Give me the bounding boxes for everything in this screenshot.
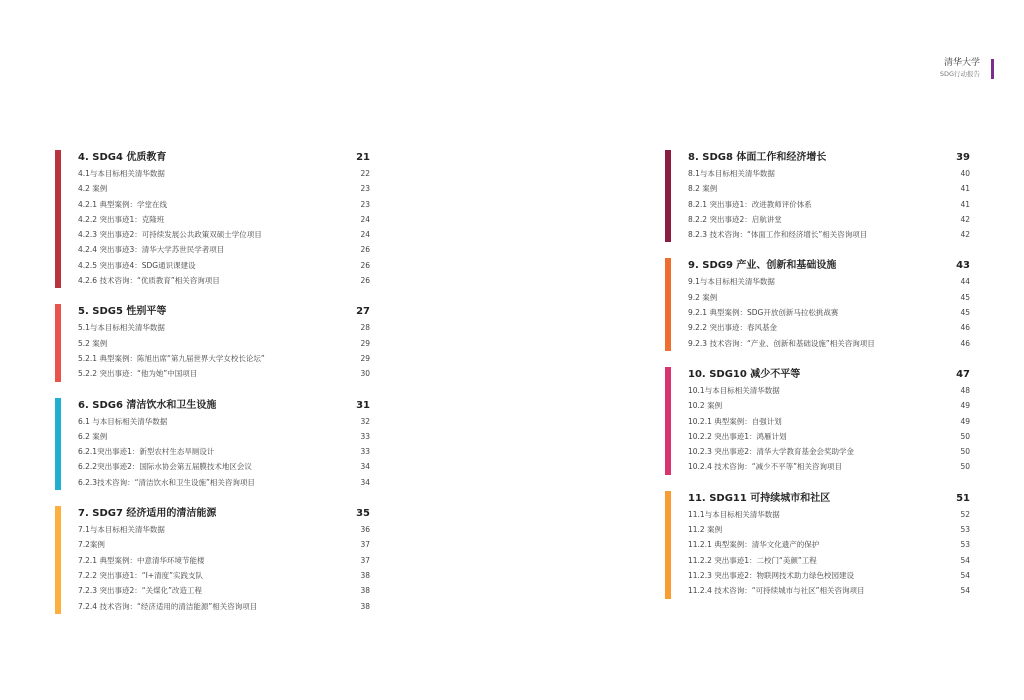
section-title-row[interactable] [688,150,970,166]
toc-entry-label: 9.2.3 技术咨询：“产业、创新和基础设施”相关咨询项目 [688,338,875,348]
toc-entry[interactable] [688,537,970,552]
toc-entry-page: 49 [960,416,970,426]
toc-entry-page: 36 [360,525,370,535]
toc-entry-page: 42 [960,214,970,224]
toc-entry-label: 10.2.4 技术咨询：“减少不平等”相关咨询项目 [688,462,843,472]
toc-section [665,150,970,242]
toc-entry[interactable] [688,166,970,181]
section-title: 11. SDG11 可持续城市和社区 [688,492,831,504]
toc-entry[interactable] [688,444,970,459]
section-title: 5. SDG5 性别平等 [78,306,167,318]
toc-entry-label: 5.2 案例 [78,338,108,348]
toc-entry-label: 4.2 案例 [78,184,108,194]
brand-subtitle: SDG行动报告 [939,70,980,78]
toc-entry[interactable] [78,242,370,257]
toc-entry[interactable] [78,522,370,537]
toc-entry[interactable] [688,507,970,522]
toc-entry[interactable] [78,212,370,227]
toc-entry[interactable] [78,583,370,598]
toc-entry-page: 32 [360,416,370,426]
section-title: 10. SDG10 减少不平等 [688,368,801,380]
toc-entry[interactable] [688,583,970,598]
toc-entry-label: 4.2.3 突出事迹2：可持续发展公共政策双硕士学位项目 [78,230,262,240]
toc-entry-label: 10.2.1 典型案例：自强计划 [688,416,782,426]
toc-entry-page: 23 [360,199,370,209]
toc-section [55,150,370,288]
toc-entry[interactable] [78,429,370,444]
section-color-bar [665,258,671,350]
toc-entry-page: 38 [360,586,370,596]
toc-entry-page: 54 [960,570,970,580]
toc-entry-page: 30 [360,369,370,379]
toc-entry-label: 4.2.6 技术咨询：“优质教育”相关咨询项目 [78,276,220,286]
toc-entry-page: 34 [360,462,370,472]
toc-entry[interactable] [688,197,970,212]
toc-entry-label: 11.2.1 典型案例：清华文化遗产的保护 [688,540,820,550]
toc-entry[interactable] [688,383,970,398]
toc-entry-page: 46 [960,323,970,333]
toc-entry[interactable] [78,320,370,335]
toc-entry-page: 45 [960,308,970,318]
section-page-number: 35 [356,508,370,520]
toc-section [665,258,970,350]
toc-entry[interactable] [78,336,370,351]
toc-entry-label: 6.1 与本目标相关清华数据 [78,416,168,426]
toc-entry-page: 24 [360,214,370,224]
toc-entry[interactable] [688,429,970,444]
toc-entry-page: 42 [960,230,970,240]
toc-entry[interactable] [78,414,370,429]
toc-entry-page: 26 [360,276,370,286]
toc-entry[interactable] [688,274,970,289]
toc-entry[interactable] [78,475,370,490]
toc-entry[interactable] [688,212,970,227]
section-title: 4. SDG4 优质教育 [78,152,167,163]
section-color-bar [55,506,61,614]
section-title: 7. SDG7 经济适用的清洁能源 [78,508,217,520]
toc-left-column [55,150,370,614]
toc-entry-page: 29 [360,353,370,363]
toc-entry-label: 11.2.2 突出事迹1：二校门“美颜”工程 [688,555,817,565]
toc-entry-label: 6.2.2突出事迹2：国际水协会第五届膜技术地区会议 [78,462,252,472]
toc-entry-label: 4.2.2 突出事迹1：克隆班 [78,214,165,224]
toc-entry-label: 7.2案例 [78,540,105,550]
toc-entry-page: 49 [960,401,970,411]
toc-entry-label: 8.2 案例 [688,184,718,194]
toc-entry-page: 50 [960,431,970,441]
toc-entry[interactable] [78,197,370,212]
section-title: 6. SDG6 清洁饮水和卫生设施 [78,399,217,411]
toc-entry[interactable] [78,568,370,583]
toc-section [55,398,370,490]
toc-entry-label: 9.1与本目标相关清华数据 [688,277,775,287]
toc-entry-page: 50 [960,462,970,472]
toc-entry-label: 7.2.4 技术咨询：“经济适用的清洁能源”相关咨询项目 [78,601,258,611]
brand-accent-bar [991,59,994,79]
section-title-row[interactable] [78,398,370,414]
section-color-bar [665,491,671,599]
toc-entry-page: 37 [360,555,370,565]
toc-entry[interactable] [78,553,370,568]
toc-entry-label: 5.1与本目标相关清华数据 [78,323,165,333]
toc-section [665,367,970,475]
section-title-row[interactable] [688,258,970,274]
toc-section [55,506,370,614]
section-page-number: 39 [956,152,970,163]
toc-entry-page: 54 [960,555,970,565]
toc-entry-label: 10.2.2 突出事迹1：鸿雁计划 [688,431,787,441]
toc-entry-page: 46 [960,338,970,348]
toc-entry[interactable] [688,181,970,196]
toc-entry[interactable] [78,599,370,614]
toc-entry[interactable] [78,227,370,242]
toc-entry-label: 11.2.4 技术咨询：“可持续城市与社区”相关咨询项目 [688,586,865,596]
toc-entry-label: 9.2 案例 [688,292,718,302]
toc-entry[interactable] [78,459,370,474]
toc-entry[interactable] [78,444,370,459]
brand-name: 清华大学 [943,58,980,68]
toc-entry[interactable] [688,336,970,351]
toc-entry-page: 24 [360,230,370,240]
toc-entry-label: 4.1与本目标相关清华数据 [78,169,165,178]
toc-entry[interactable] [78,273,370,288]
toc-entry[interactable] [78,351,370,366]
toc-entry[interactable] [688,414,970,429]
section-color-bar [55,304,61,381]
toc-entry-page: 45 [960,292,970,302]
section-page-number: 51 [956,492,970,504]
toc-entry[interactable] [78,181,370,196]
section-color-bar [665,150,671,242]
toc-entry-page: 48 [960,385,970,395]
section-title-row[interactable] [78,304,370,320]
toc-entry-page: 38 [360,601,370,611]
toc-entry-label: 6.2.3技术咨询：“清洁饮水和卫生设施”相关咨询项目 [78,477,255,487]
section-color-bar [55,398,61,490]
section-title: 8. SDG8 体面工作和经济增长 [688,152,827,163]
toc-entry-page: 44 [960,277,970,287]
toc-section [665,491,970,599]
toc-entry-label: 4.2.4 突出事迹3：清华大学苏世民学者项目 [78,245,225,255]
toc-entry-page: 41 [960,199,970,209]
toc-entry-label: 10.2.3 突出事迹2：清华大学教育基金会奖助学金 [688,447,855,457]
section-page-number: 21 [356,152,370,163]
toc-entry[interactable] [688,305,970,320]
toc-entry-label: 5.2.1 典型案例：陈旭出席“第九届世界大学女校长论坛” [78,353,265,363]
toc-entry-label: 7.1与本目标相关清华数据 [78,525,165,535]
brand-header [940,58,986,79]
toc-entry[interactable] [78,537,370,552]
toc-entry-page: 34 [360,477,370,487]
toc-entry[interactable] [688,568,970,583]
toc-entry-page: 22 [360,169,370,178]
toc-entry-page: 53 [960,525,970,535]
toc-entry-label: 11.2 案例 [688,525,723,535]
toc-entry-label: 7.2.1 典型案例：中意清华环境节能楼 [78,555,205,565]
toc-entry[interactable] [688,290,970,305]
toc-entry-label: 8.2.1 突出事迹1：改进教师评价体系 [688,199,812,209]
toc-entry[interactable] [688,227,970,242]
toc-entry-label: 9.2.2 突出事迹：春风基金 [688,323,777,333]
toc-section [55,304,370,381]
toc-entry[interactable] [688,398,970,413]
toc-entry-label: 8.1与本目标相关清华数据 [688,169,775,178]
toc-entry[interactable] [78,366,370,381]
section-title-row[interactable] [688,491,970,507]
toc-entry-label: 4.2.1 典型案例：学堂在线 [78,199,167,209]
toc-entry-page: 38 [360,570,370,580]
toc-entry-page: 54 [960,586,970,596]
toc-entry-page: 37 [360,540,370,550]
toc-entry-label: 8.2.2 突出事迹2：启航讲堂 [688,214,782,224]
toc-entry[interactable] [688,553,970,568]
toc-entry-page: 33 [360,447,370,457]
toc-entry-page: 23 [360,184,370,194]
section-page-number: 27 [356,306,370,318]
toc-entry[interactable] [688,522,970,537]
toc-entry[interactable] [688,320,970,335]
toc-entry-label: 5.2.2 突出事迹：“他为她”中国项目 [78,369,198,379]
section-color-bar [665,367,671,475]
toc-entry-label: 6.2 案例 [78,431,108,441]
toc-entry-label: 7.2.3 突出事迹2：“关煤化”改造工程 [78,586,203,596]
section-page-number: 43 [956,260,970,272]
toc-entry-label: 9.2.1 典型案例：SDG开放创新马拉松挑战赛 [688,308,839,318]
toc-entry[interactable] [688,459,970,474]
section-title-row[interactable] [78,506,370,522]
toc-entry-label: 11.2.3 突出事迹2：物联网技术助力绿色校园建设 [688,570,855,580]
toc-right-column [665,150,970,599]
section-color-bar [55,150,61,288]
toc-entry-page: 26 [360,260,370,270]
toc-entry-page: 33 [360,431,370,441]
toc-entry[interactable] [78,166,370,181]
toc-entry-label: 8.2.3 技术咨询：“体面工作和经济增长”相关咨询项目 [688,230,868,240]
toc-entry-label: 6.2.1突出事迹1：新型农村生态旱厕设计 [78,447,215,457]
toc-entry-label: 10.2 案例 [688,401,723,411]
toc-entry-label: 10.1与本目标相关清华数据 [688,385,780,395]
section-title-row[interactable] [688,367,970,383]
toc-entry-label: 7.2.2 突出事迹1：“I+清度”实践支队 [78,570,204,580]
section-title: 9. SDG9 产业、创新和基础设施 [688,260,837,272]
toc-entry-page: 41 [960,184,970,194]
toc-entry-page: 52 [960,509,970,519]
toc-entry-page: 53 [960,540,970,550]
toc-entry[interactable] [78,258,370,273]
toc-entry-page: 40 [960,169,970,178]
section-page-number: 47 [956,368,970,380]
toc-entry-page: 28 [360,323,370,333]
section-title-row[interactable] [78,150,370,166]
toc-entry-page: 50 [960,447,970,457]
section-page-number: 31 [356,399,370,411]
toc-entry-label: 11.1与本目标相关清华数据 [688,509,780,519]
toc-entry-page: 29 [360,338,370,348]
toc-entry-label: 4.2.5 突出事迹4：SDG通识课建设 [78,260,196,270]
toc-entry-page: 26 [360,245,370,255]
